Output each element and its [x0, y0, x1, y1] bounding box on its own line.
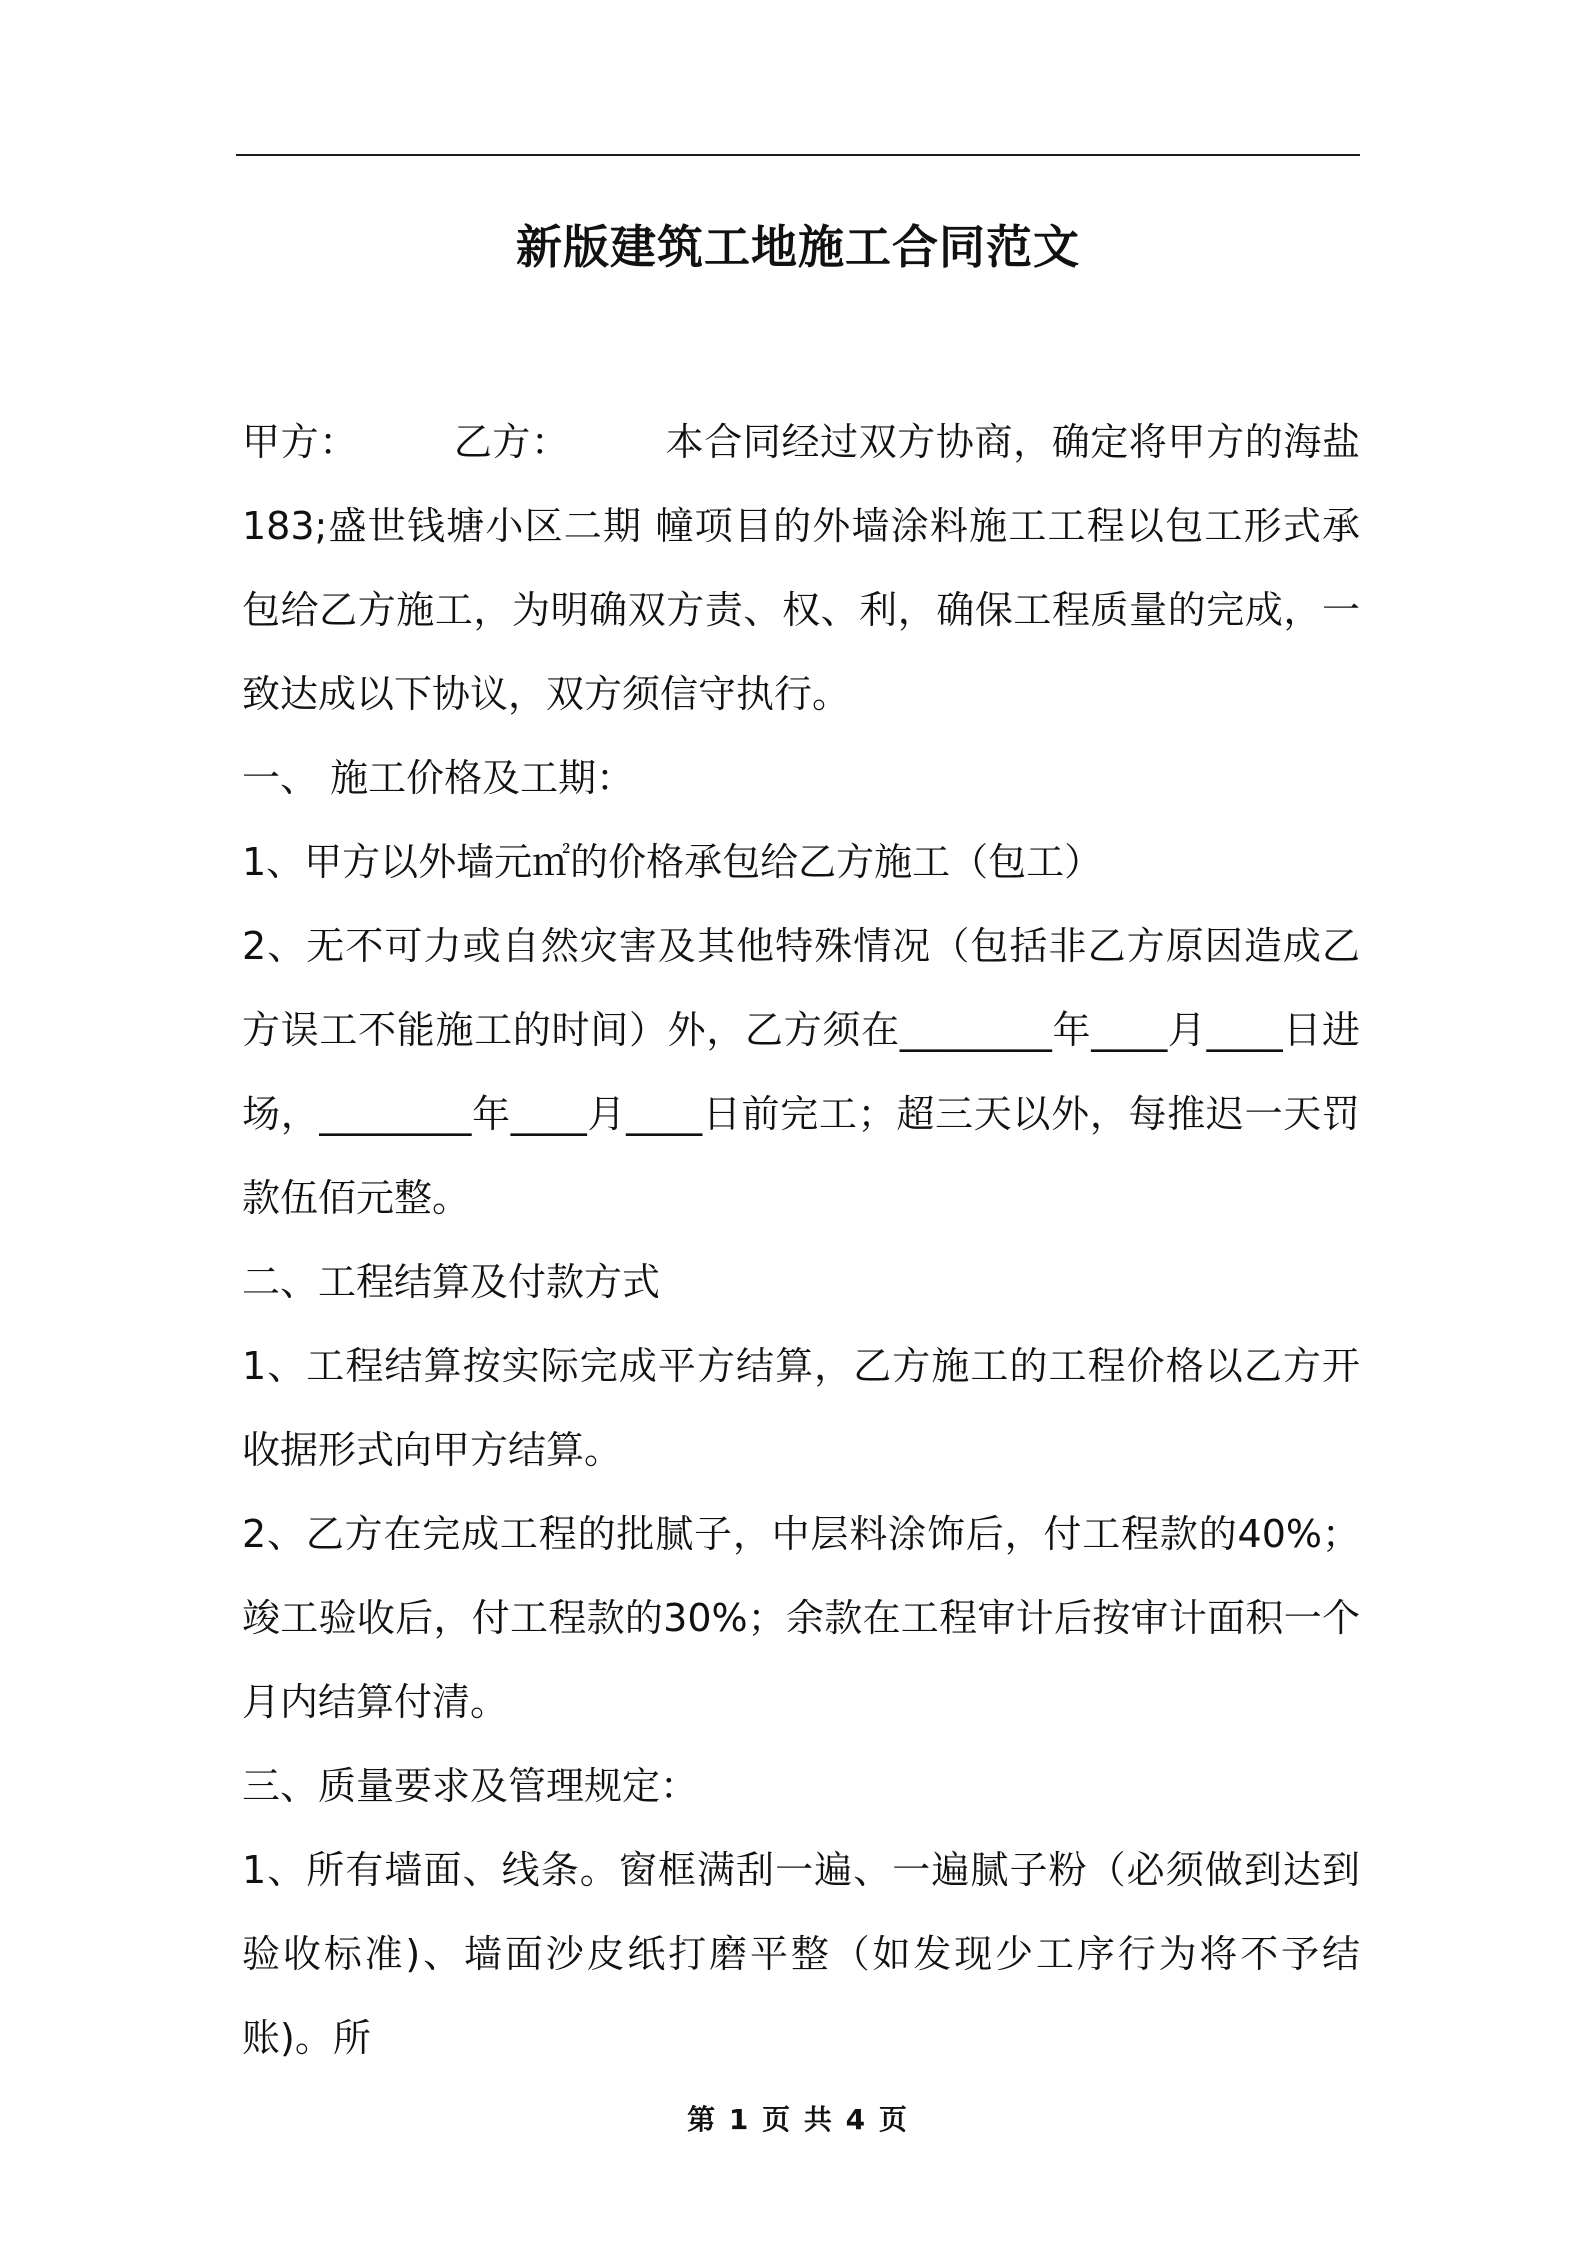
intro-paragraph	[242, 400, 1360, 736]
section-heading: 三、质量要求及管理规定：	[242, 1764, 699, 1808]
party-a-label: 甲方：	[242, 420, 358, 464]
party-b-label: 乙方：	[453, 420, 570, 464]
header-divider	[236, 154, 1360, 156]
section-item: 1、甲方以外墙元㎡的价格承包给乙方施工（包工）	[242, 840, 1103, 884]
section-item: 2、无不可力或自然灾害及其他特殊情况（包括非乙方原因造成乙方误工不能施工的时间）外，乙方须在________年____月____日进场，________年____月____日前完工；超三天以外，每推迟一天罚款伍佰元整。	[242, 924, 1360, 1220]
section-item: 1、所有墙面、线条。窗框满刮一遍、一遍腻子粉（必须做到达到验收标准)、墙面沙皮纸打磨平整（如发现少工序行为将不予结账)。所	[242, 1848, 1360, 2060]
page-number-footer: 第 1 页 共 4 页	[687, 2103, 909, 2136]
section-heading: 二、工程结算及付款方式	[242, 1260, 661, 1304]
document-body	[242, 400, 1360, 2080]
section-item: 1、工程结算按实际完成平方结算，乙方施工的工程价格以乙方开收据形式向甲方结算。	[242, 1344, 1360, 1472]
intro-text: 本合同经过双方协商，确定将甲方的海盐183;盛世钱塘小区二期 幢项目的外墙涂料施工工程以包工形式承包给乙方施工，为明确双方责、权、利，确保工程质量的完成，一致达成以下协议，双方须信守执行。	[242, 420, 1360, 716]
section-item: 2、乙方在完成工程的批腻子，中层料涂饰后，付工程款的40%；竣工验收后，付工程款的30%；余款在工程审计后按审计面积一个月内结算付清。	[242, 1512, 1360, 1724]
document-title: 新版建筑工地施工合同范文	[516, 220, 1080, 274]
section-heading: 一、 施工价格及工期：	[242, 756, 635, 800]
